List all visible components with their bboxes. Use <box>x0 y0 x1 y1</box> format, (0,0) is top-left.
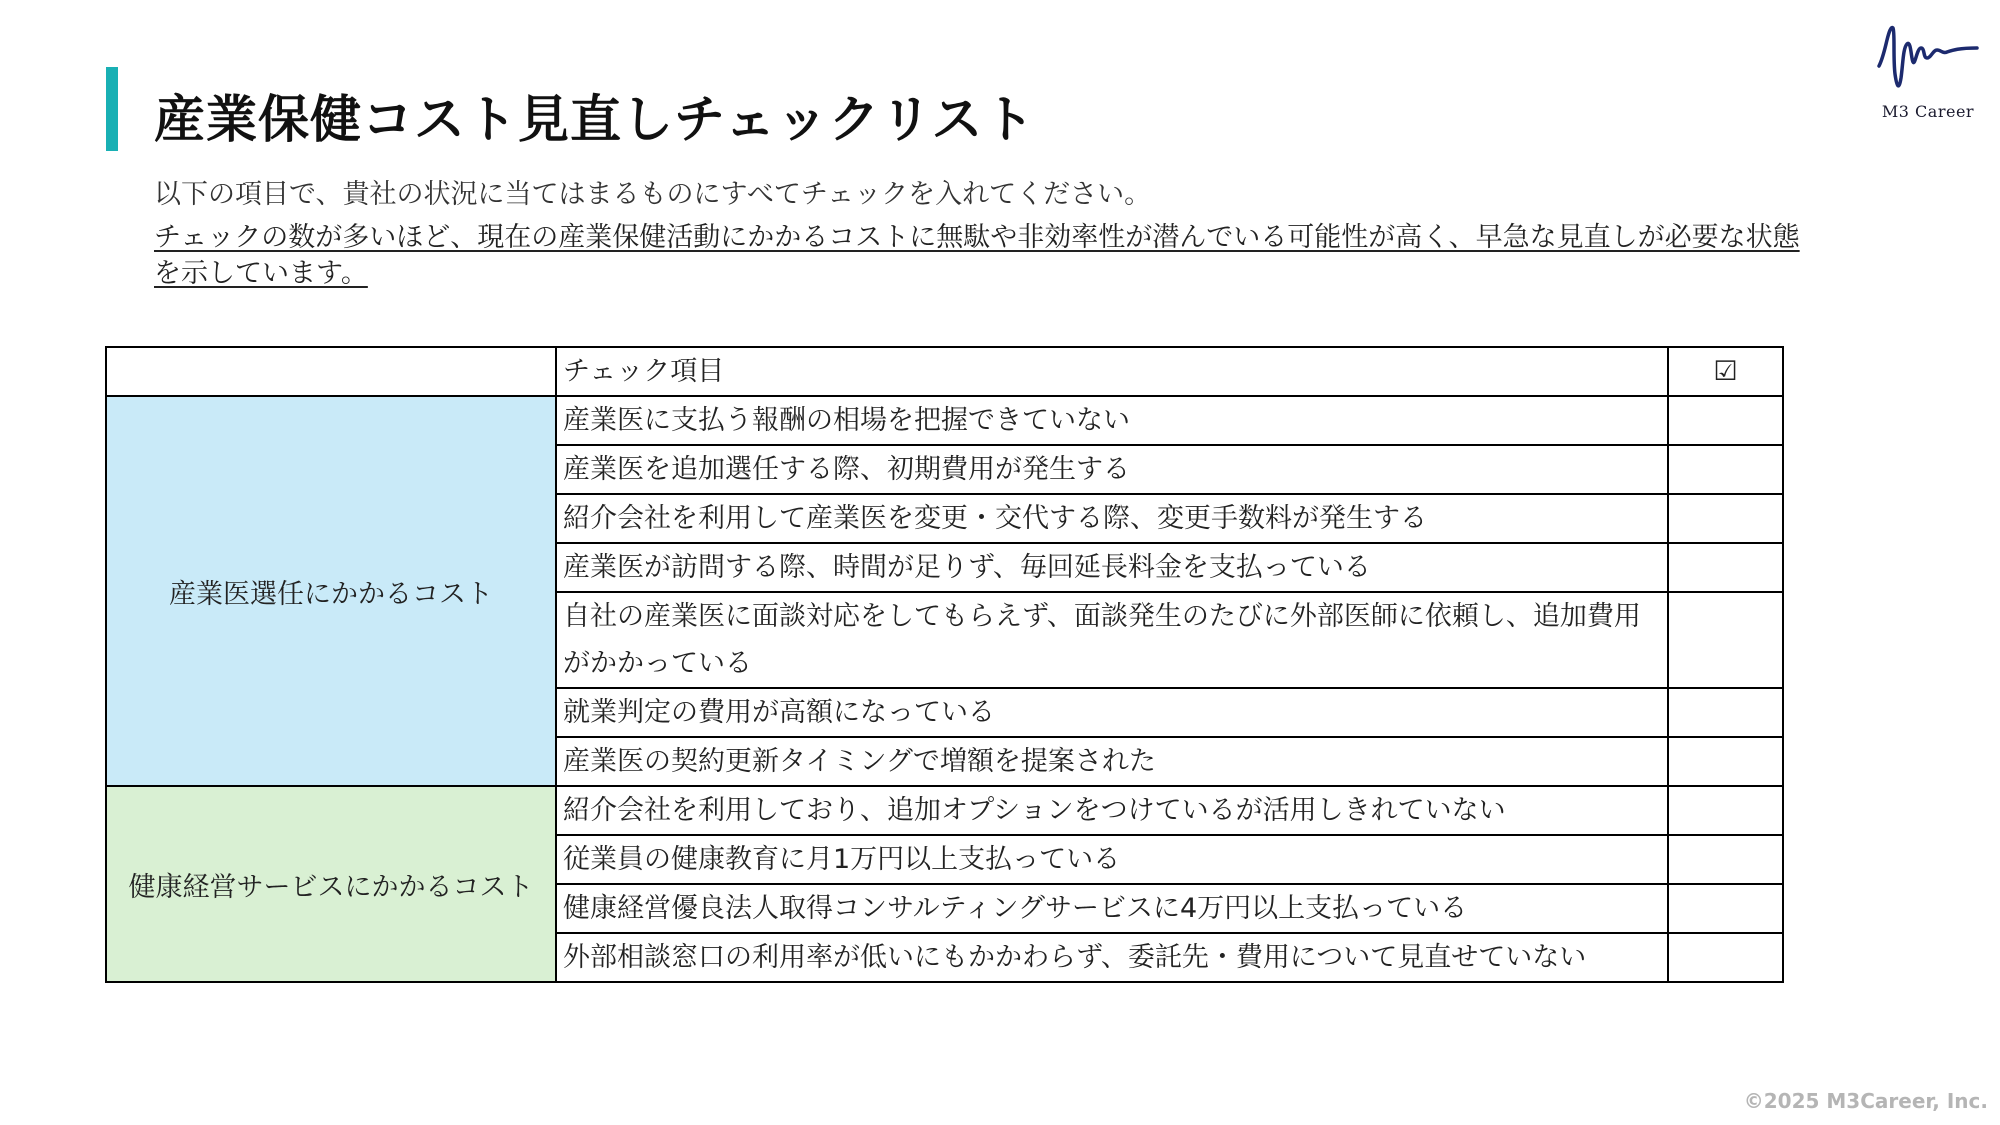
company-logo <box>1868 18 1988 121</box>
checkbox-cell[interactable] <box>1668 592 1783 688</box>
checkbox-cell[interactable] <box>1668 396 1783 445</box>
checklist-table <box>105 346 1784 983</box>
m3-wave-logo-icon <box>1873 18 1983 98</box>
header-item-cell: チェック項目 <box>556 347 1668 396</box>
checkbox-cell[interactable] <box>1668 835 1783 884</box>
check-item-text: 外部相談窓口の利用率が低いにもかかわらず、委託先・費用について見直せていない <box>556 933 1668 982</box>
header-empty-cell <box>106 347 556 396</box>
intro-text: 以下の項目で、貴社の状況に当てはまるものにすべてチェックを入れてください。 <box>154 179 1152 210</box>
category-cell: 産業医選任にかかるコスト <box>106 396 556 786</box>
check-item-text: 産業医に支払う報酬の相場を把握できていない <box>556 396 1668 445</box>
checkbox-cell[interactable] <box>1668 445 1783 494</box>
check-item-text: 就業判定の費用が高額になっている <box>556 688 1668 737</box>
category-cell: 健康経営サービスにかかるコスト <box>106 786 556 982</box>
checkbox-cell[interactable] <box>1668 688 1783 737</box>
page-title: 産業保健コスト見直しチェックリスト <box>154 91 1036 150</box>
checkbox-cell[interactable] <box>1668 884 1783 933</box>
checkbox-cell[interactable] <box>1668 786 1783 835</box>
checkbox-cell[interactable] <box>1668 737 1783 786</box>
check-item-text: 健康経営優良法人取得コンサルティングサービスに4万円以上支払っている <box>556 884 1668 933</box>
header-check-cell: ☑ <box>1668 347 1783 396</box>
checkbox-cell[interactable] <box>1668 543 1783 592</box>
checkbox-cell[interactable] <box>1668 494 1783 543</box>
check-item-text: 紹介会社を利用しており、追加オプションをつけているが活用しきれていない <box>556 786 1668 835</box>
check-item-text: 自社の産業医に面談対応をしてもらえず、面談発生のたびに外部医師に依頼し、追加費用がかかっている <box>556 592 1668 688</box>
check-item-text: 産業医の契約更新タイミングで増額を提案された <box>556 737 1668 786</box>
table-row <box>106 396 1783 445</box>
copyright: ©2025 M3Career, Inc. <box>1743 1089 1988 1113</box>
note-text: チェックの数が多いほど、現在の産業保健活動にかかるコストに無駄や非効率性が潜んでいる可能性が高く、早急な見直しが必要な状態を示しています。 <box>154 222 1800 289</box>
check-item-text: 紹介会社を利用して産業医を変更・交代する際、変更手数料が発生する <box>556 494 1668 543</box>
check-item-text: 産業医を追加選任する際、初期費用が発生する <box>556 445 1668 494</box>
table-row <box>106 786 1783 835</box>
check-item-text: 産業医が訪問する際、時間が足りず、毎回延長料金を支払っている <box>556 543 1668 592</box>
title-accent-bar <box>106 67 118 151</box>
check-item-text: 従業員の健康教育に月1万円以上支払っている <box>556 835 1668 884</box>
checkbox-cell[interactable] <box>1668 933 1783 982</box>
logo-text: M3 Career <box>1881 102 1975 121</box>
checklist-body <box>106 347 1783 982</box>
header-row <box>106 347 1783 396</box>
